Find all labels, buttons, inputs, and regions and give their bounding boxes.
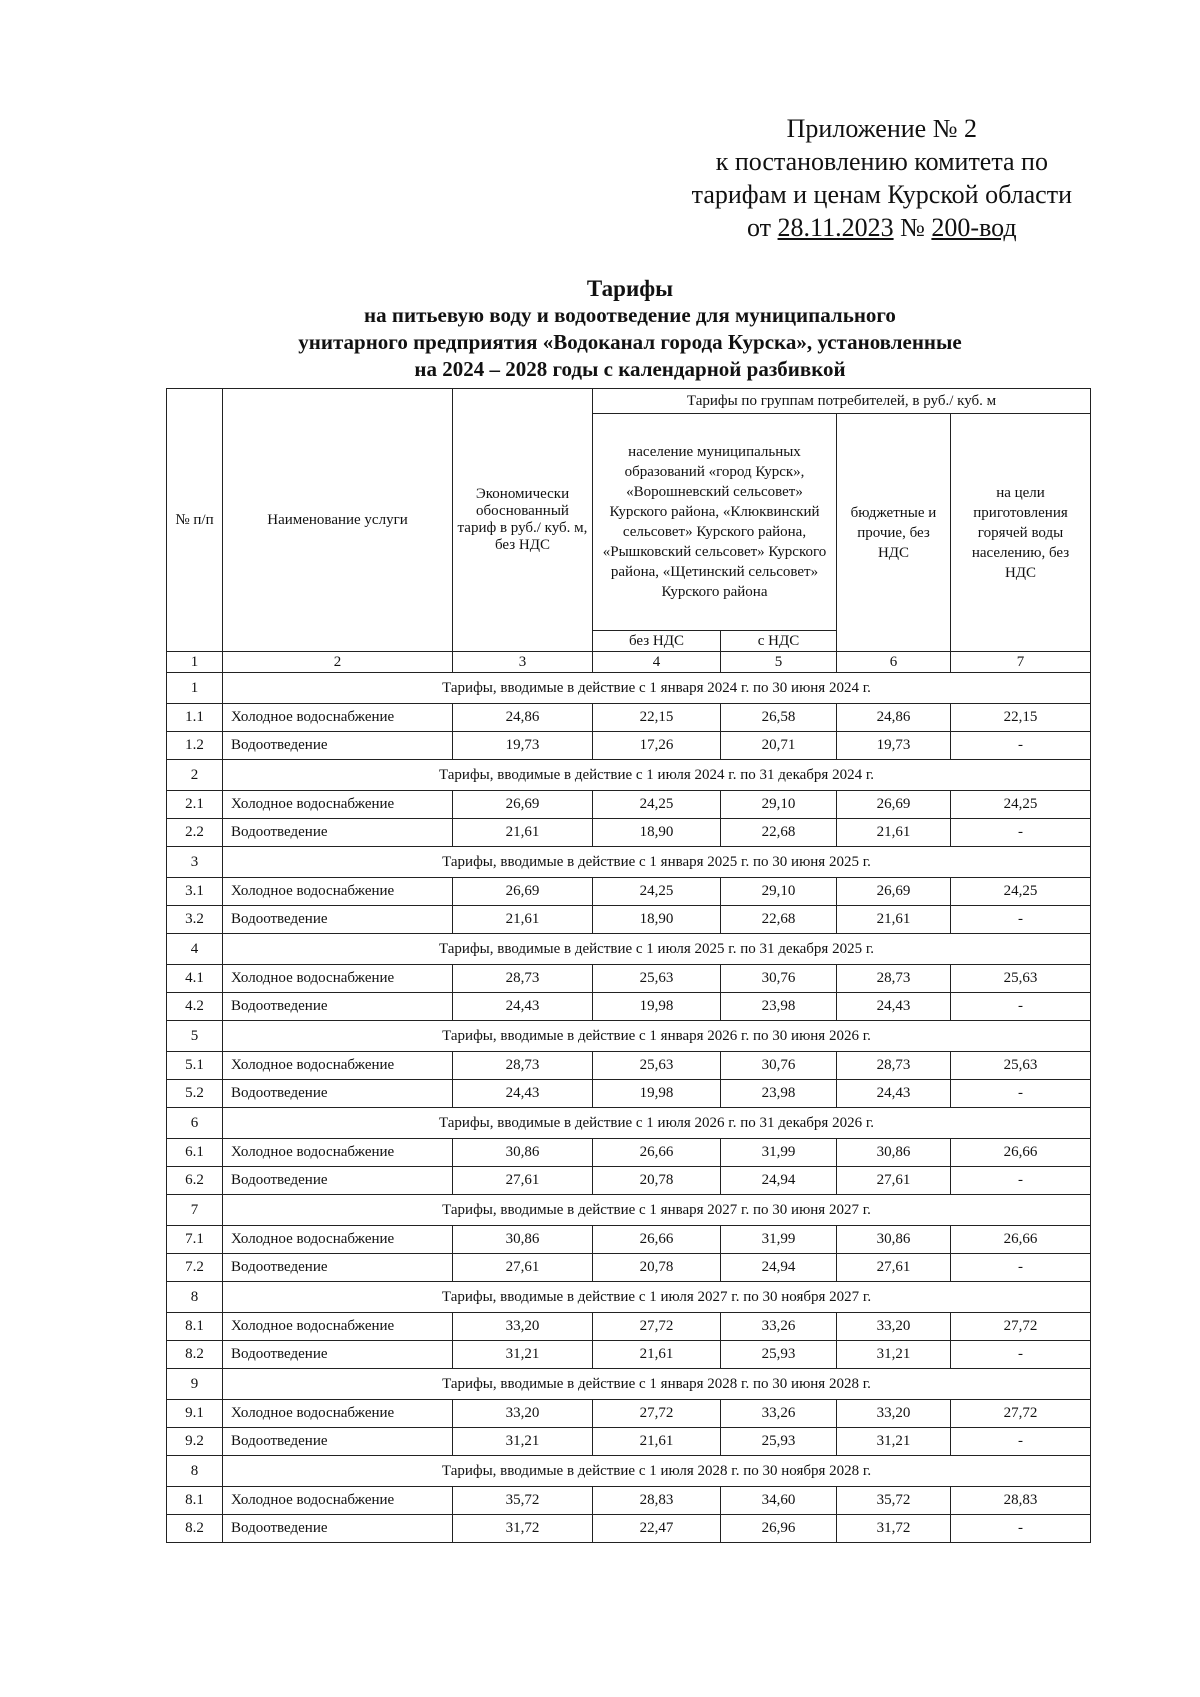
econ-tariff: 19,73 <box>453 732 593 760</box>
hot-water-tariff: 26,66 <box>951 1139 1091 1167</box>
budget-tariff: 27,61 <box>837 1167 951 1195</box>
service-name: Водоотведение <box>223 993 453 1021</box>
period-title: Тарифы, вводимые в действие с 1 июля 2025 г. по 31 декабря 2025 г. <box>223 934 1091 965</box>
econ-tariff: 33,20 <box>453 1400 593 1428</box>
table-row <box>167 732 1091 760</box>
appendix-number: 200-вод <box>931 213 1017 242</box>
population-without-vat: 22,47 <box>593 1515 721 1543</box>
row-number: 2.1 <box>167 791 223 819</box>
econ-tariff: 21,61 <box>453 819 593 847</box>
period-row <box>167 1456 1091 1487</box>
budget-tariff: 26,69 <box>837 878 951 906</box>
service-name: Холодное водоснабжение <box>223 878 453 906</box>
population-without-vat: 20,78 <box>593 1254 721 1282</box>
econ-tariff: 28,73 <box>453 965 593 993</box>
appendix-line-2: к постановлению комитета по <box>715 147 1048 176</box>
hot-water-tariff: - <box>951 1167 1091 1195</box>
population-with-vat: 26,58 <box>721 704 837 732</box>
table-row <box>167 1226 1091 1254</box>
econ-tariff: 31,21 <box>453 1341 593 1369</box>
population-without-vat: 27,72 <box>593 1313 721 1341</box>
row-number: 6.2 <box>167 1167 223 1195</box>
population-with-vat: 31,99 <box>721 1226 837 1254</box>
table-row <box>167 1313 1091 1341</box>
econ-tariff: 30,86 <box>453 1226 593 1254</box>
population-with-vat: 33,26 <box>721 1313 837 1341</box>
period-title: Тарифы, вводимые в действие с 1 июля 2028 г. по 30 ноября 2028 г. <box>223 1456 1091 1487</box>
table-row <box>167 1080 1091 1108</box>
hot-water-tariff: - <box>951 1428 1091 1456</box>
hot-water-tariff: - <box>951 1515 1091 1543</box>
service-name: Холодное водоснабжение <box>223 1226 453 1254</box>
row-number: 4.2 <box>167 993 223 1021</box>
hot-water-tariff: - <box>951 732 1091 760</box>
header-num: № п/п <box>167 389 223 652</box>
period-number: 2 <box>167 760 223 791</box>
population-without-vat: 25,63 <box>593 1052 721 1080</box>
row-number: 2.2 <box>167 819 223 847</box>
budget-tariff: 31,21 <box>837 1428 951 1456</box>
row-number: 1.1 <box>167 704 223 732</box>
hot-water-tariff: - <box>951 1254 1091 1282</box>
header-econ: Экономически обоснованный тариф в руб./ куб. м, без НДС <box>453 389 593 652</box>
tariffs-table <box>166 388 1091 1543</box>
table-row <box>167 704 1091 732</box>
period-number: 9 <box>167 1369 223 1400</box>
service-name: Холодное водоснабжение <box>223 1487 453 1515</box>
econ-tariff: 28,73 <box>453 1052 593 1080</box>
population-without-vat: 21,61 <box>593 1341 721 1369</box>
period-row <box>167 673 1091 704</box>
header-groups: Тарифы по группам потребителей, в руб./ куб. м <box>593 389 1091 414</box>
service-name: Водоотведение <box>223 1515 453 1543</box>
hot-water-tariff: 27,72 <box>951 1400 1091 1428</box>
appendix-date-line <box>692 211 1072 244</box>
population-without-vat: 18,90 <box>593 906 721 934</box>
budget-tariff: 31,72 <box>837 1515 951 1543</box>
service-name: Водоотведение <box>223 1254 453 1282</box>
period-number: 7 <box>167 1195 223 1226</box>
appendix-number-prefix: № <box>900 213 925 242</box>
service-name: Водоотведение <box>223 1428 453 1456</box>
period-number: 1 <box>167 673 223 704</box>
period-title: Тарифы, вводимые в действие с 1 января 2027 г. по 30 июня 2027 г. <box>223 1195 1091 1226</box>
population-with-vat: 29,10 <box>721 878 837 906</box>
population-with-vat: 23,98 <box>721 993 837 1021</box>
table-row <box>167 1052 1091 1080</box>
hot-water-tariff: 25,63 <box>951 965 1091 993</box>
row-number: 8.2 <box>167 1515 223 1543</box>
period-number: 3 <box>167 847 223 878</box>
population-with-vat: 20,71 <box>721 732 837 760</box>
econ-tariff: 33,20 <box>453 1313 593 1341</box>
population-with-vat: 24,94 <box>721 1254 837 1282</box>
econ-tariff: 21,61 <box>453 906 593 934</box>
budget-tariff: 35,72 <box>837 1487 951 1515</box>
column-number: 3 <box>453 652 593 673</box>
population-without-vat: 19,98 <box>593 993 721 1021</box>
period-row <box>167 1195 1091 1226</box>
appendix-date: 28.11.2023 <box>777 213 894 242</box>
service-name: Водоотведение <box>223 732 453 760</box>
row-number: 3.2 <box>167 906 223 934</box>
period-number: 8 <box>167 1456 223 1487</box>
column-number: 4 <box>593 652 721 673</box>
econ-tariff: 26,69 <box>453 791 593 819</box>
population-with-vat: 26,96 <box>721 1515 837 1543</box>
population-with-vat: 34,60 <box>721 1487 837 1515</box>
budget-tariff: 19,73 <box>837 732 951 760</box>
econ-tariff: 31,21 <box>453 1428 593 1456</box>
period-number: 8 <box>167 1282 223 1313</box>
budget-tariff: 24,86 <box>837 704 951 732</box>
hot-water-tariff: 25,63 <box>951 1052 1091 1080</box>
budget-tariff: 24,43 <box>837 1080 951 1108</box>
population-with-vat: 31,99 <box>721 1139 837 1167</box>
budget-tariff: 21,61 <box>837 906 951 934</box>
service-name: Холодное водоснабжение <box>223 1313 453 1341</box>
column-numbers-row <box>167 652 1091 673</box>
econ-tariff: 31,72 <box>453 1515 593 1543</box>
appendix-line-3: тарифам и ценам Курской области <box>691 180 1072 209</box>
service-name: Холодное водоснабжение <box>223 1052 453 1080</box>
period-title: Тарифы, вводимые в действие с 1 января 2026 г. по 30 июня 2026 г. <box>223 1021 1091 1052</box>
header-without-vat: без НДС <box>593 631 721 652</box>
population-with-vat: 22,68 <box>721 906 837 934</box>
population-with-vat: 25,93 <box>721 1428 837 1456</box>
service-name: Водоотведение <box>223 1341 453 1369</box>
population-without-vat: 24,25 <box>593 791 721 819</box>
table-row <box>167 1428 1091 1456</box>
population-with-vat: 25,93 <box>721 1341 837 1369</box>
period-row <box>167 760 1091 791</box>
period-title: Тарифы, вводимые в действие с 1 июля 2027 г. по 30 ноября 2027 г. <box>223 1282 1091 1313</box>
document-title <box>150 275 1110 383</box>
hot-water-tariff: 26,66 <box>951 1226 1091 1254</box>
service-name: Холодное водоснабжение <box>223 965 453 993</box>
period-row <box>167 1021 1091 1052</box>
column-number: 5 <box>721 652 837 673</box>
row-number: 8.1 <box>167 1487 223 1515</box>
title-line-4: на 2024 – 2028 годы с календарной разбивкой <box>414 357 846 381</box>
service-name: Водоотведение <box>223 1080 453 1108</box>
header-population: население муниципальных образований «город Курск», «Ворошневский сельсовет» Курского района, «Клюквинский сельсовет» Курского района, «Рышковский сельсовет» Курского района, «Щетинский сельсовет» Курского района <box>593 414 837 631</box>
population-with-vat: 33,26 <box>721 1400 837 1428</box>
column-number: 1 <box>167 652 223 673</box>
table-row <box>167 1515 1091 1543</box>
appendix-header <box>692 112 1072 244</box>
row-number: 4.1 <box>167 965 223 993</box>
population-with-vat: 23,98 <box>721 1080 837 1108</box>
table-row <box>167 819 1091 847</box>
table-row <box>167 1341 1091 1369</box>
hot-water-tariff: - <box>951 819 1091 847</box>
column-number: 2 <box>223 652 453 673</box>
service-name: Холодное водоснабжение <box>223 1139 453 1167</box>
service-name: Холодное водоснабжение <box>223 1400 453 1428</box>
table-row <box>167 1400 1091 1428</box>
row-number: 8.2 <box>167 1341 223 1369</box>
population-with-vat: 29,10 <box>721 791 837 819</box>
econ-tariff: 27,61 <box>453 1167 593 1195</box>
service-name: Холодное водоснабжение <box>223 791 453 819</box>
hot-water-tariff: - <box>951 1341 1091 1369</box>
period-number: 6 <box>167 1108 223 1139</box>
service-name: Водоотведение <box>223 819 453 847</box>
population-without-vat: 19,98 <box>593 1080 721 1108</box>
table-row <box>167 1254 1091 1282</box>
population-without-vat: 22,15 <box>593 704 721 732</box>
table-row <box>167 791 1091 819</box>
budget-tariff: 28,73 <box>837 1052 951 1080</box>
period-number: 5 <box>167 1021 223 1052</box>
population-without-vat: 17,26 <box>593 732 721 760</box>
title-main: Тарифы <box>586 276 674 301</box>
row-number: 1.2 <box>167 732 223 760</box>
hot-water-tariff: 27,72 <box>951 1313 1091 1341</box>
budget-tariff: 28,73 <box>837 965 951 993</box>
row-number: 7.2 <box>167 1254 223 1282</box>
period-title: Тарифы, вводимые в действие с 1 января 2025 г. по 30 июня 2025 г. <box>223 847 1091 878</box>
service-name: Холодное водоснабжение <box>223 704 453 732</box>
header-hot-water: на цели приготовления горячей воды населению, без НДС <box>951 414 1091 652</box>
budget-tariff: 31,21 <box>837 1341 951 1369</box>
table-row <box>167 1487 1091 1515</box>
period-number: 4 <box>167 934 223 965</box>
budget-tariff: 33,20 <box>837 1400 951 1428</box>
population-without-vat: 27,72 <box>593 1400 721 1428</box>
header-with-vat: с НДС <box>721 631 837 652</box>
econ-tariff: 30,86 <box>453 1139 593 1167</box>
header-name: Наименование услуги <box>223 389 453 652</box>
period-row <box>167 1369 1091 1400</box>
row-number: 5.1 <box>167 1052 223 1080</box>
econ-tariff: 24,43 <box>453 993 593 1021</box>
population-without-vat: 26,66 <box>593 1226 721 1254</box>
population-without-vat: 26,66 <box>593 1139 721 1167</box>
table-row <box>167 965 1091 993</box>
hot-water-tariff: 24,25 <box>951 878 1091 906</box>
econ-tariff: 27,61 <box>453 1254 593 1282</box>
budget-tariff: 21,61 <box>837 819 951 847</box>
population-with-vat: 22,68 <box>721 819 837 847</box>
row-number: 9.1 <box>167 1400 223 1428</box>
period-title: Тарифы, вводимые в действие с 1 января 2028 г. по 30 июня 2028 г. <box>223 1369 1091 1400</box>
population-with-vat: 30,76 <box>721 1052 837 1080</box>
period-title: Тарифы, вводимые в действие с 1 июля 2026 г. по 31 декабря 2026 г. <box>223 1108 1091 1139</box>
hot-water-tariff: - <box>951 906 1091 934</box>
period-title: Тарифы, вводимые в действие с 1 января 2024 г. по 30 июня 2024 г. <box>223 673 1091 704</box>
budget-tariff: 24,43 <box>837 993 951 1021</box>
budget-tariff: 26,69 <box>837 791 951 819</box>
econ-tariff: 35,72 <box>453 1487 593 1515</box>
row-number: 5.2 <box>167 1080 223 1108</box>
title-line-2: на питьевую воду и водоотведение для муниципального <box>364 303 896 327</box>
budget-tariff: 30,86 <box>837 1139 951 1167</box>
period-row <box>167 1108 1091 1139</box>
period-row <box>167 847 1091 878</box>
row-number: 9.2 <box>167 1428 223 1456</box>
service-name: Водоотведение <box>223 906 453 934</box>
period-row <box>167 934 1091 965</box>
econ-tariff: 24,86 <box>453 704 593 732</box>
population-without-vat: 21,61 <box>593 1428 721 1456</box>
population-with-vat: 24,94 <box>721 1167 837 1195</box>
row-number: 8.1 <box>167 1313 223 1341</box>
table-row <box>167 993 1091 1021</box>
econ-tariff: 24,43 <box>453 1080 593 1108</box>
table-row <box>167 906 1091 934</box>
column-number: 7 <box>951 652 1091 673</box>
appendix-date-prefix: от <box>747 213 772 242</box>
population-without-vat: 20,78 <box>593 1167 721 1195</box>
hot-water-tariff: - <box>951 1080 1091 1108</box>
table-row <box>167 1167 1091 1195</box>
population-without-vat: 18,90 <box>593 819 721 847</box>
row-number: 6.1 <box>167 1139 223 1167</box>
econ-tariff: 26,69 <box>453 878 593 906</box>
budget-tariff: 30,86 <box>837 1226 951 1254</box>
hot-water-tariff: 22,15 <box>951 704 1091 732</box>
title-line-3: унитарного предприятия «Водоканал города Курска», установленные <box>298 330 962 354</box>
hot-water-tariff: - <box>951 993 1091 1021</box>
population-without-vat: 24,25 <box>593 878 721 906</box>
period-title: Тарифы, вводимые в действие с 1 июля 2024 г. по 31 декабря 2024 г. <box>223 760 1091 791</box>
budget-tariff: 33,20 <box>837 1313 951 1341</box>
period-row <box>167 1282 1091 1313</box>
row-number: 3.1 <box>167 878 223 906</box>
hot-water-tariff: 24,25 <box>951 791 1091 819</box>
appendix-title: Приложение № 2 <box>786 114 978 143</box>
table-row <box>167 1139 1091 1167</box>
row-number: 7.1 <box>167 1226 223 1254</box>
population-without-vat: 28,83 <box>593 1487 721 1515</box>
budget-tariff: 27,61 <box>837 1254 951 1282</box>
header-budget: бюджетные и прочие, без НДС <box>837 414 951 652</box>
population-with-vat: 30,76 <box>721 965 837 993</box>
column-number: 6 <box>837 652 951 673</box>
population-without-vat: 25,63 <box>593 965 721 993</box>
hot-water-tariff: 28,83 <box>951 1487 1091 1515</box>
table-row <box>167 878 1091 906</box>
service-name: Водоотведение <box>223 1167 453 1195</box>
